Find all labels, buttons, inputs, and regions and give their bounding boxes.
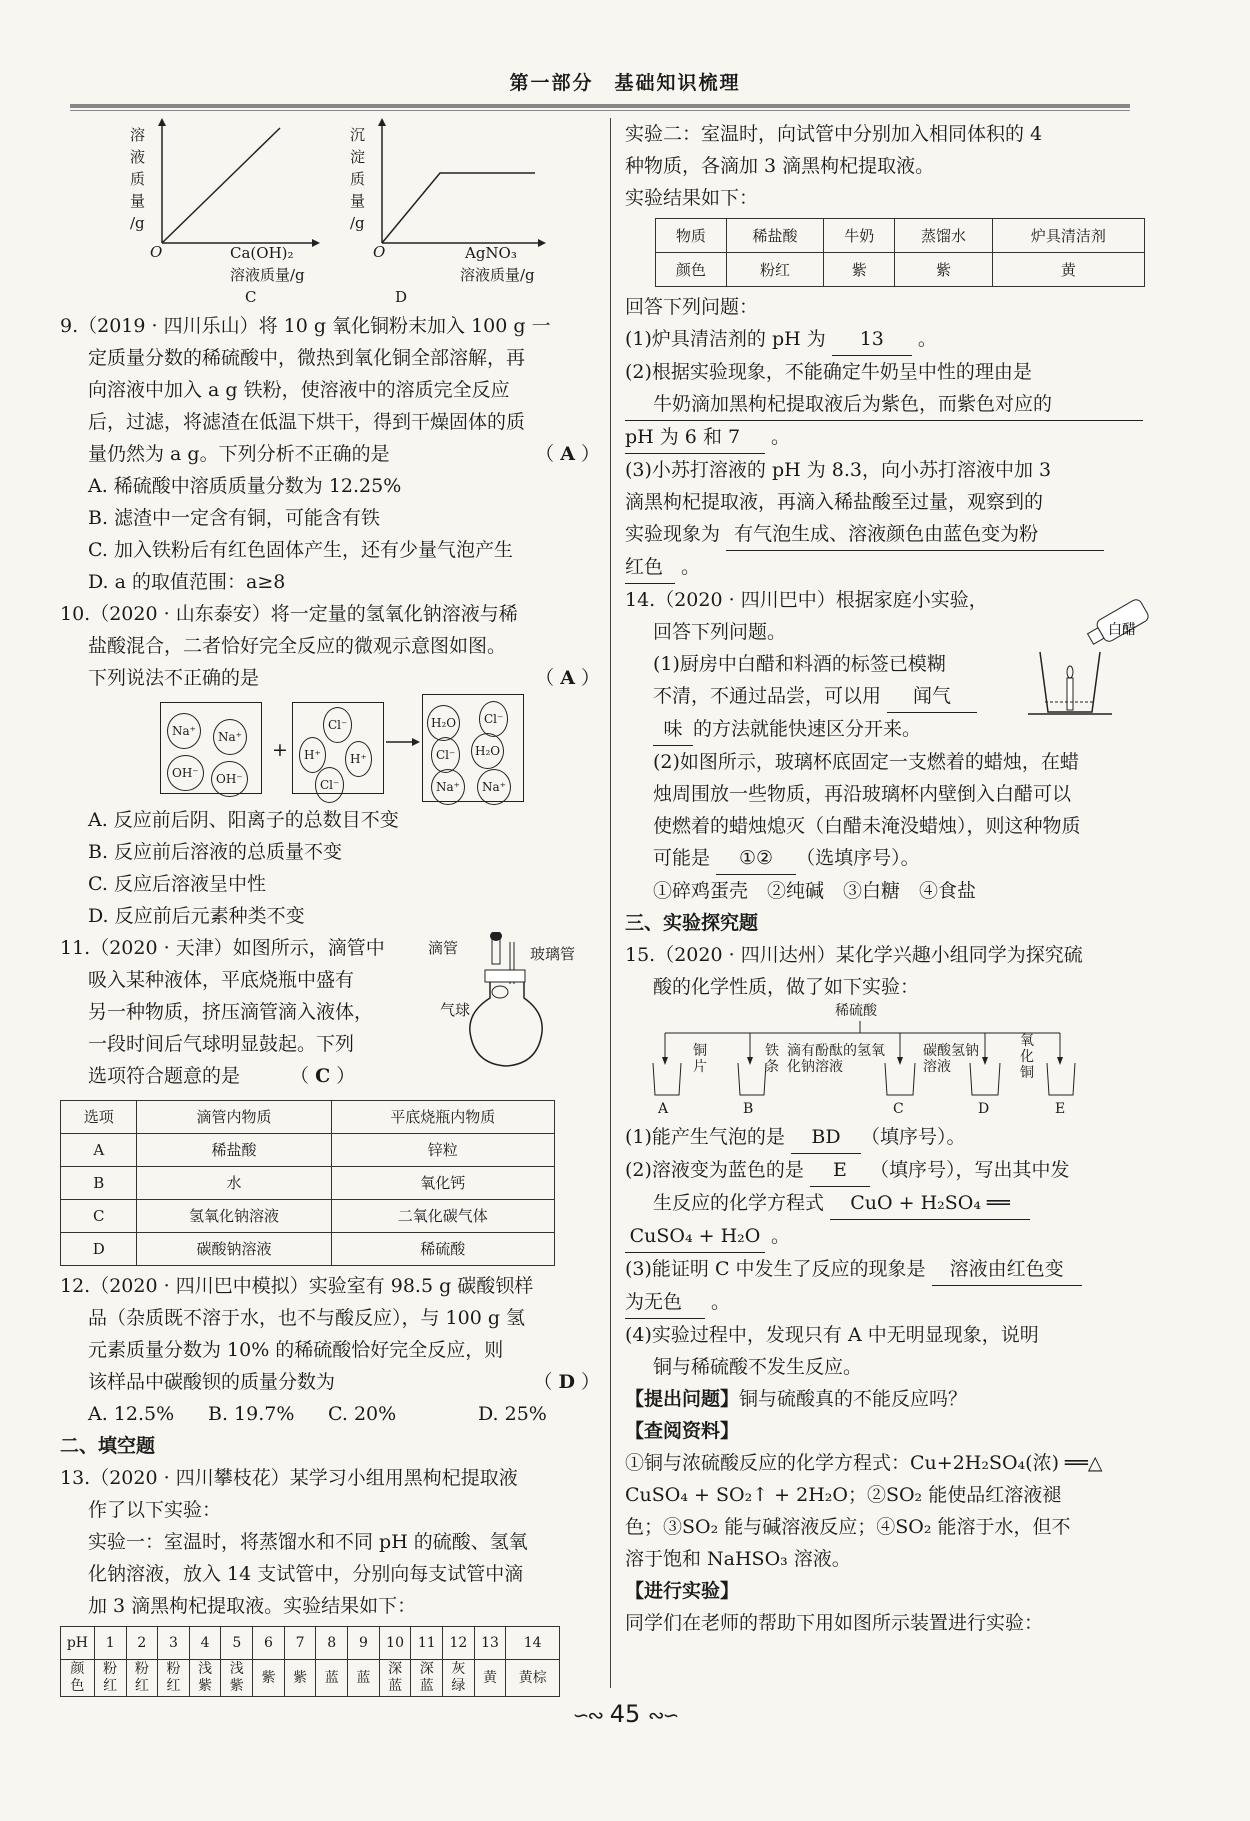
q13-p3-answer: 有气泡生成、溶液颜色由蓝色变为粉 <box>726 518 1104 551</box>
question-11: 11.（2020 · 天津）如图所示，滴管中 吸入某种液体，平底烧瓶中盛有 另一种物质，挤压滴管滴入液体， 一段时间后气球明显鼓起。下列 选项符合题意的是 （ C ） 滴管 玻璃管 气球 选项 滴管内物质 平底烧瓶内物质 A 稀盐酸 锌粒 B 水 氧化钙 C 氢氧化钠溶液 二氧化碳气体 D 碳酸钠溶液 稀硫酸 <box>60 932 600 1266</box>
color-cell: 粉红 <box>126 1660 158 1697</box>
q11-table: 选项 滴管内物质 平底烧瓶内物质 A 稀盐酸 锌粒 B 水 氧化钙 C 氢氧化钠溶液 二氧化碳气体 D 碳酸钠溶液 稀硫酸 <box>60 1100 555 1266</box>
ph-cell: 11 <box>411 1627 443 1660</box>
color-cell: 灰绿 <box>443 1660 475 1697</box>
graph-c-xlabel: Ca(OH)₂ <box>230 244 294 262</box>
ph-cell: pH <box>61 1627 95 1660</box>
ph-cell: 13 <box>474 1627 506 1660</box>
graph-d-xunit: 溶液质量/g <box>460 266 535 284</box>
ph-cell: 6 <box>253 1627 285 1660</box>
q12-answer: D <box>558 1371 575 1393</box>
q11-answer: C <box>315 1065 331 1087</box>
q15-p3-answer: 溶液由红色变 <box>932 1253 1082 1286</box>
column-divider <box>610 118 611 1688</box>
exp2-table: 物质 稀盐酸 牛奶 蒸馏水 炉具清洁剂 颜色 粉红 紫 紫 黄 <box>655 218 1145 287</box>
ph-cell: 9 <box>348 1627 380 1660</box>
q10-answer: A <box>560 667 575 689</box>
color-cell: 蓝 <box>348 1660 380 1697</box>
graph-d-plot <box>370 118 550 253</box>
ph-cell: 8 <box>316 1627 348 1660</box>
color-cell: 蓝 <box>316 1660 348 1697</box>
q13-p1-answer: 13 <box>832 323 912 356</box>
color-cell: 粉红 <box>94 1660 126 1697</box>
ph-cell: 5 <box>221 1627 253 1660</box>
ph-cell: 1 <box>94 1627 126 1660</box>
ph-cell: 7 <box>284 1627 316 1660</box>
graph-c <box>120 118 320 308</box>
question-12: 12.（2020 · 四川巴中模拟）实验室有 98.5 g 碳酸钡样 品（杂质既不溶于水，也不与酸反应），与 100 g 氢 元素质量分数为 10% 的稀硫酸恰好完全反应，则 该样品中碳酸钡的质量分数为 （ D ） A. 12.5% B. 19.7% C. 20% D. 25% <box>60 1275 600 1425</box>
page-number: ∽∾ 45 ∾∽ <box>572 1700 678 1728</box>
color-cell: 深蓝 <box>411 1660 443 1697</box>
header-rule <box>70 104 1130 108</box>
q13-p2-answer: 牛奶滴加黑枸杞提取液后为紫色，而紫色对应的 <box>625 388 1143 421</box>
ph-cell: 2 <box>126 1627 158 1660</box>
q14-p1-answer: 闻气 <box>887 680 977 713</box>
ph-cell: 10 <box>379 1627 411 1660</box>
question-14: 14.（2020 · 四川巴中）根据家庭小实验， 回答下列问题。 (1)厨房中白醋和料酒的标签已模糊 不清，不通过品尝，可以用 闻气 味 的方法就能快速区分开来。 白醋 (2)如图所示，玻璃杯底固定一支燃着的蜡烛，在蜡 烛周围放一些物质，再沿玻璃杯内壁倒入白醋可以 使燃着的蜡烛熄灭（白醋未淹没蜡烛），则这种物质 可能是 ①② （选填序号）。 ①碎鸡蛋壳 ②纯碱 ③白糖 ④食盐 <box>625 584 1145 907</box>
color-cell: 紫 <box>284 1660 316 1697</box>
color-cell: 深蓝 <box>379 1660 411 1697</box>
bottle-label: 白醋 <box>1108 622 1136 638</box>
color-cell: 紫 <box>253 1660 285 1697</box>
color-cell: 浅紫 <box>221 1660 253 1697</box>
q15-p2-answer: E <box>810 1154 870 1187</box>
question-10: 10.（2020 · 山东泰安）将一定量的氢氧化钠溶液与稀 盐酸混合，二者恰好完全反应的微观示意图如图。 下列说法不正确的是 （ A ） Na⁺ Na⁺ OH⁻ OH⁻ + Cl⁻ H⁺ H⁺ Cl⁻ H₂O Cl⁻ Cl⁻ H₂O Na⁺ Na⁺ A. 反应前后阴、阳离子的总数目不变 B. 反应前后溶液的总质量不变 C. 反应后溶液呈中性 D. 反应前后元素种类不变 <box>60 603 600 927</box>
box-after: H₂O Cl⁻ Cl⁻ H₂O Na⁺ Na⁺ <box>422 694 524 802</box>
graph-d-letter: D <box>395 288 408 306</box>
ph-cell: 4 <box>189 1627 221 1660</box>
color-cell: 黄 <box>474 1660 506 1697</box>
q14-p2-answer: ①② <box>716 842 796 875</box>
q15-p1-answer: BD <box>791 1121 861 1154</box>
flask-apparatus <box>460 932 560 1072</box>
q9-answer: A <box>560 443 575 465</box>
microscopic-diagram: Na⁺ Na⁺ OH⁻ OH⁻ + Cl⁻ H⁺ H⁺ Cl⁻ H₂O Cl⁻ Cl⁻ H₂O Na⁺ Na⁺ <box>60 694 600 804</box>
box-before-hcl: Cl⁻ H⁺ H⁺ Cl⁻ <box>292 702 384 794</box>
ph-cell: 3 <box>158 1627 190 1660</box>
graph-c-xunit: 溶液质量/g <box>230 266 305 284</box>
graph-d-origin: O <box>373 243 386 261</box>
right-column: 实验二：室温时，向试管中分别加入相同体积的 4 种物质，各滴加 3 滴黑枸杞提取液。 实验结果如下： 物质 稀盐酸 牛奶 蒸馏水 炉具清洁剂 颜色 粉红 紫 紫 黄 回答下列问题： (1)炉具清洁剂的 pH 为 13 。 (2)根据实验现象，不能确定牛奶呈中性的理由是 牛奶滴加黑枸杞提取液后为紫色，而紫色对应的 pH 为 6 和 7 。 (3)小苏打溶液的 pH 为 8.3，向小苏打溶液中加 3 滴黑枸杞提取液，再滴入稀盐酸至过量，观察到的 实验现象为 有气泡生成、溶液颜色由蓝色变为粉 红色 。 14.（2020 · 四川巴中）根据家庭小实验， 回答下列问题。 (1)厨房中白醋和料酒的标签已模糊 不清，不通过品尝，可以用 闻气 味 的方法就能快速区分开来。 白醋 (2)如图所示，玻璃杯底固定一支燃着的蜡烛，在蜡 烛周围放一些物质，再沿玻璃杯内壁倒入白醋可以 使燃着的蜡烛熄灭（白醋未淹没蜡烛），则这种物质 可能是 ①② （选填序号）。 ①碎鸡蛋壳 ②纯碱 ③白糖 ④食盐 三、实验探究题 15.（2020 · 四川达州）某化学兴趣小组同学为探究硫 酸的化学性质，做了如下实验： 稀硫酸 铜片 铁条 滴有酚酞的氢氧化钠溶液 碳酸氢钠溶液 氧化铜 A B C D E (1)能产生气泡的是 BD （填序号）。 (2)溶液变为蓝色的是 E （填序号），写出其中发 生反应的化学方程式 CuO + H₂SO₄ ══ CuSO₄ + H₂O 。 (3)能证明 C 中发生了反应的现象是 溶液由红色变 为无色 。 (4)实验过程中，发现只有 A 中无明显现象，说明 铜与稀硫酸不发生反应。 【提出问题】铜与硫酸真的不能反应吗？ 【查阅资料】 ①铜与浓硫酸反应的化学方程式：Cu+2H₂SO₄(浓) ══△ CuSO₄ + SO₂↑ + 2H₂O；②SO₂ 能使品红溶液褪 色；③SO₂ 能与碱溶液反应；④SO₂ 能溶于水，但不 溶于饱和 NaHSO₃ 溶液。 【进行实验】 同学们在老师的帮助下用如图所示装置进行实验： <box>625 118 1145 1639</box>
question-13: 13.（2020 · 四川攀枝花）某学习小组用黑枸杞提取液 作了以下实验： 实验一：室温时，将蒸馏水和不同 pH 的硫酸、氢氧 化钠溶液，放入 14 支试管中，分别向每支试管中滴 加 3 滴黑枸杞提取液。实验结果如下： pH 1 2 3 4 5 6 7 8 9 10 11 12 13 14 颜色 粉红 粉红 粉红 浅紫 浅紫 紫 紫 蓝 蓝 深蓝 深蓝 灰绿 黄 黄棕 <box>60 1462 600 1697</box>
color-cell: 粉红 <box>158 1660 190 1697</box>
graph-c-letter: C <box>245 288 257 306</box>
graph-c-origin: O <box>150 243 163 261</box>
section-experiment: 三、实验探究题 <box>625 912 759 934</box>
graph-c-ylabel: 溶 液 质 量 /g <box>130 126 146 232</box>
left-column <box>60 310 600 1697</box>
graph-d-ylabel: 沉 淀 质 量 /g <box>350 126 366 232</box>
ph-cell: 14 <box>506 1627 560 1660</box>
color-cell: 浅紫 <box>189 1660 221 1697</box>
sulfuric-acid-figure: 稀硫酸 铜片 铁条 滴有酚酞的氢氧化钠溶液 碳酸氢钠溶液 氧化铜 A B C D E <box>625 1003 1145 1121</box>
color-cell: 黄棕 <box>506 1660 560 1697</box>
box-before-naoh: Na⁺ Na⁺ OH⁻ OH⁻ <box>160 702 262 794</box>
question-9: 9.（2019 · 四川乐山）将 10 g 氧化铜粉末加入 100 g 一 定质量分数的稀硫酸中，微热到氧化铜全部溶解，再 向溶液中加入 a g 铁粉，使溶液中的溶质完全反应 后，过滤，将滤渣在低温下烘干，得到干燥固体的质 量仍然为 a g。下列分析不正确的是 （ A ） A. 稀硫酸中溶质质量分数为 12.25% B. 滤渣中一定含有铜，可能含有铁 C. 加入铁粉后有红色固体产生，还有少量气泡产生 D. a 的取值范围：a≥8 <box>60 315 600 593</box>
reaction-arrow <box>386 734 420 750</box>
graph-d-xlabel: AgNO₃ <box>465 244 517 262</box>
graph-c-plot <box>150 118 320 253</box>
ph-color-table <box>60 1626 560 1697</box>
question-15: 15.（2020 · 四川达州）某化学兴趣小组同学为探究硫 酸的化学性质，做了如下实验： 稀硫酸 铜片 铁条 滴有酚酞的氢氧化钠溶液 碳酸氢钠溶液 氧化铜 A B C D E (1)能产生气泡的是 BD （填序号）。 (2)溶液变为蓝色的是 E （填序号），写出其中发 生反应的化学方程式 CuO + H₂SO₄ ══ CuSO₄ + H₂O 。 (3)能证明 C 中发生了反应的现象是 溶液由红色变 为无色 。 (4)实验过程中，发现只有 A 中无明显现象，说明 铜与稀硫酸不发生反应。 【提出问题】铜与硫酸真的不能反应吗？ 【查阅资料】 ①铜与浓硫酸反应的化学方程式：Cu+2H₂SO₄(浓) ══△ CuSO₄ + SO₂↑ + 2H₂O；②SO₂ 能使品红溶液褪 色；③SO₂ 能与碱溶液反应；④SO₂ 能溶于水，但不 溶于饱和 NaHSO₃ 溶液。 【进行实验】 同学们在老师的帮助下用如图所示装置进行实验： <box>625 939 1145 1639</box>
header-rule-thin <box>70 110 1130 111</box>
graph-d <box>345 118 555 308</box>
ph-cell: 12 <box>443 1627 475 1660</box>
section-fill-blank: 二、填空题 <box>60 1435 156 1457</box>
color-cell: 颜色 <box>61 1660 95 1697</box>
page-header: 第一部分 基础知识梳理 <box>509 72 741 94</box>
candle-cup-figure <box>1020 592 1150 722</box>
